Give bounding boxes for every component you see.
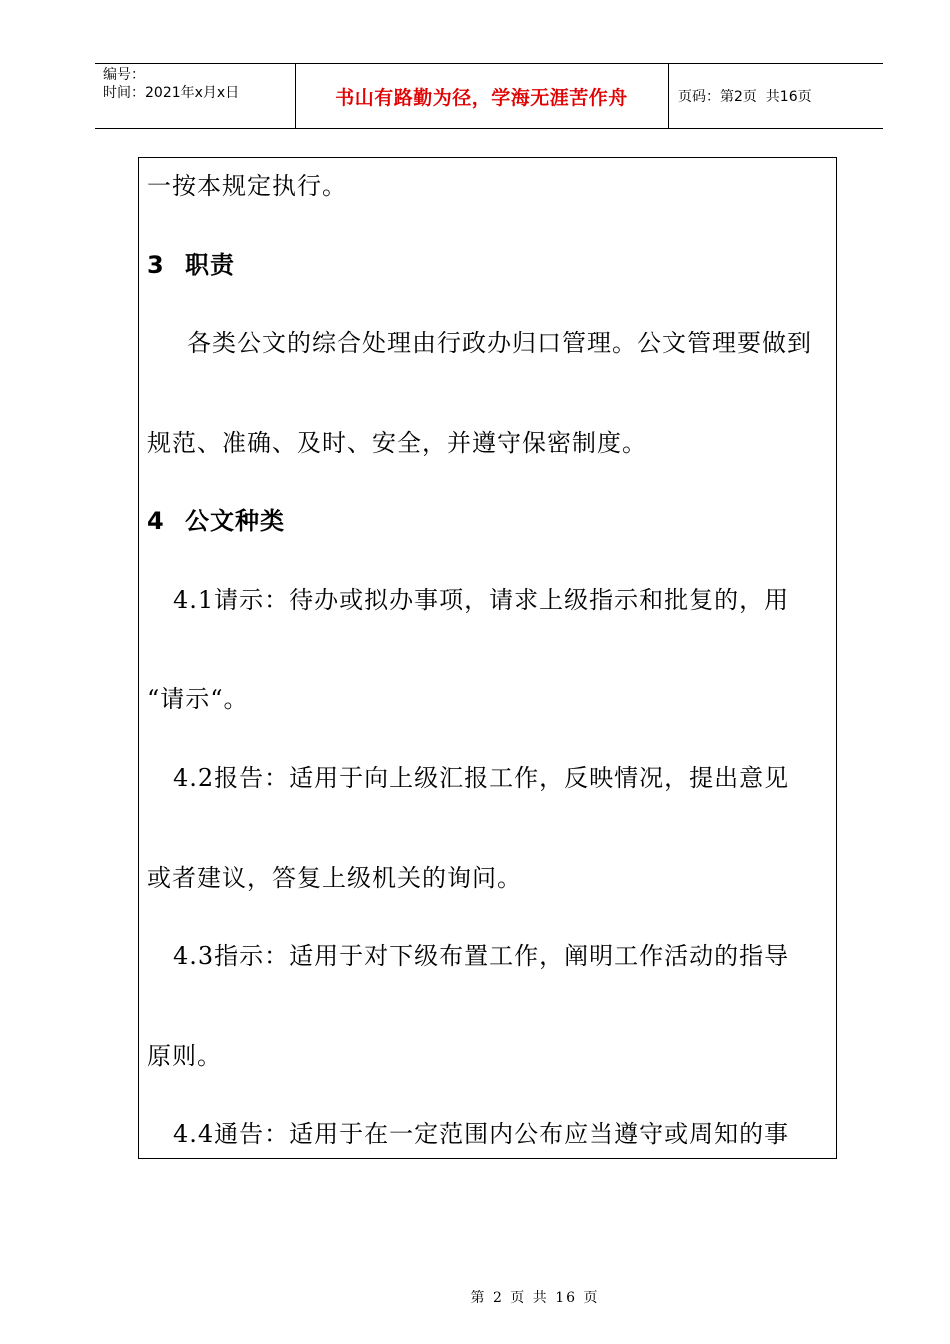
- header-divider: [668, 64, 669, 128]
- body-line: 一按本规定执行。: [147, 172, 347, 200]
- body-line: 4.2报告：适用于向上级汇报工作，反映情况，提出意见: [173, 764, 790, 792]
- body-line: 原则。: [147, 1042, 222, 1070]
- document-number-label: 编号：: [103, 67, 145, 83]
- header-page-info: 页码：第2页 共16页: [678, 89, 812, 105]
- section-title: 职责: [185, 251, 235, 279]
- header-motto: 书山有路勤为径，学海无涯苦作舟: [335, 86, 628, 109]
- section-number: 3: [147, 251, 165, 279]
- body-line: “请示“。: [147, 685, 249, 713]
- page-footer: 第 2 页 共 16 页: [470, 1290, 600, 1306]
- section-title: 公文种类: [185, 507, 285, 535]
- section-number: 4: [147, 507, 165, 535]
- body-line: 规范、准确、及时、安全，并遵守保密制度。: [147, 429, 647, 457]
- body-line: 4.4通告：适用于在一定范围内公布应当遵守或周知的事: [173, 1120, 790, 1148]
- body-line: 或者建议，答复上级机关的询问。: [147, 864, 522, 892]
- page-header: [95, 63, 883, 129]
- document-date: 时间：2021年x月x日: [103, 85, 240, 101]
- section-heading: [147, 506, 828, 536]
- body-line: 各类公文的综合处理由行政办归口管理。公文管理要做到: [187, 329, 812, 357]
- header-meta: [103, 66, 239, 102]
- body-line: 4.3指示：适用于对下级布置工作，阐明工作活动的指导: [173, 942, 790, 970]
- content-box: [138, 157, 837, 1159]
- body-line: 4.1请示：待办或拟办事项，请求上级指示和批复的，用: [173, 586, 790, 614]
- section-heading: [147, 250, 828, 280]
